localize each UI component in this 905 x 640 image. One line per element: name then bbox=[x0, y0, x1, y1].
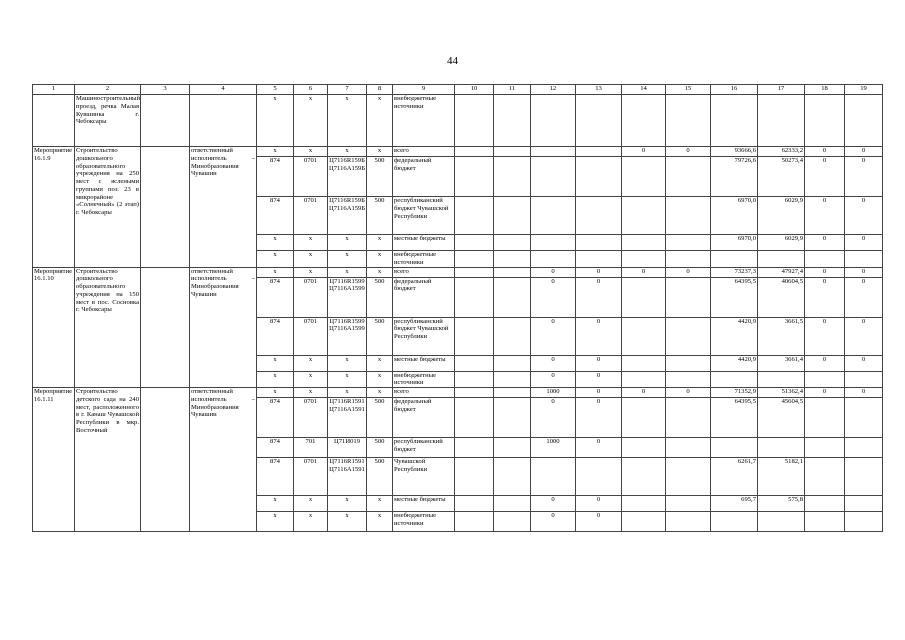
value-cell: 0 bbox=[531, 267, 576, 277]
value-cell: 5182,1 bbox=[758, 458, 805, 496]
value-cell bbox=[845, 371, 883, 388]
value-cell bbox=[666, 235, 711, 251]
value-cell bbox=[666, 398, 711, 438]
value-cell: x bbox=[294, 512, 328, 532]
measure-cell: Мероприятие 16.1.9 bbox=[33, 147, 75, 268]
value-cell: 0 bbox=[576, 355, 622, 371]
value-cell bbox=[622, 197, 666, 235]
value-cell: 0701 bbox=[294, 157, 328, 197]
target-article-cell: Ц7116R1591 Ц7116А1591 bbox=[328, 458, 367, 496]
value-cell bbox=[845, 512, 883, 532]
funding-source-cell: федеральный бюджет bbox=[393, 398, 455, 438]
value-cell: 40604,5 bbox=[758, 277, 805, 317]
target-article-cell: x bbox=[328, 496, 367, 512]
value-cell bbox=[622, 235, 666, 251]
participant-cell bbox=[141, 388, 190, 532]
funding-source-cell: внебюджетные источники bbox=[393, 371, 455, 388]
participant-cell bbox=[141, 147, 190, 268]
funding-source-cell: всего bbox=[393, 147, 455, 157]
value-cell bbox=[622, 496, 666, 512]
value-cell bbox=[622, 251, 666, 268]
value-cell: 3661,5 bbox=[758, 317, 805, 355]
value-cell: 0 bbox=[805, 197, 845, 235]
value-cell bbox=[758, 371, 805, 388]
value-cell: x bbox=[257, 496, 294, 512]
responsible-executor-cell: ответственный исполнитель – Минобразования Чувашии bbox=[190, 267, 257, 388]
value-cell bbox=[758, 438, 805, 458]
value-cell: 701 bbox=[294, 438, 328, 458]
value-cell: 4420,9 bbox=[711, 317, 758, 355]
funding-row bbox=[33, 388, 883, 398]
column-number: 18 bbox=[805, 85, 845, 95]
value-cell: 0 bbox=[845, 277, 883, 317]
value-cell: x bbox=[257, 251, 294, 268]
value-cell bbox=[622, 371, 666, 388]
funding-source-cell: республиканский бюджет Чувашской Республики bbox=[393, 317, 455, 355]
value-cell: 6029,9 bbox=[758, 197, 805, 235]
funding-source-cell: местные бюджеты bbox=[393, 496, 455, 512]
value-cell: 500 bbox=[367, 317, 393, 355]
column-number: 12 bbox=[531, 85, 576, 95]
value-cell: x bbox=[367, 251, 393, 268]
value-cell: 47927,4 bbox=[758, 267, 805, 277]
column-number: 19 bbox=[845, 85, 883, 95]
value-cell: 0 bbox=[845, 267, 883, 277]
object-name-cell: Строительство дошкольного образовательного учреждения на 150 мест в пос. Сосновка г. Чебоксары bbox=[75, 267, 141, 388]
page-number: 44 bbox=[447, 55, 458, 67]
value-cell: 0 bbox=[666, 388, 711, 398]
target-article-cell: x bbox=[328, 355, 367, 371]
value-cell: 0 bbox=[531, 496, 576, 512]
value-cell bbox=[805, 371, 845, 388]
responsible-executor-cell: ответственный исполнитель – Минобразования Чувашии bbox=[190, 147, 257, 268]
value-cell: 0701 bbox=[294, 317, 328, 355]
value-cell bbox=[622, 317, 666, 355]
column-number: 3 bbox=[141, 85, 190, 95]
funding-source-cell: местные бюджеты bbox=[393, 235, 455, 251]
value-cell: 874 bbox=[257, 197, 294, 235]
value-cell: 0 bbox=[576, 388, 622, 398]
continued-row: Машиностроительный проезд, речка Малая Кувшинка г. Чебоксары x x x x внебюджетные источники bbox=[33, 95, 883, 147]
value-cell bbox=[622, 398, 666, 438]
value-cell: 45604,5 bbox=[758, 398, 805, 438]
value-cell bbox=[805, 458, 845, 496]
value-cell: 4420,9 bbox=[711, 355, 758, 371]
column-number: 11 bbox=[494, 85, 531, 95]
value-cell bbox=[576, 157, 622, 197]
value-cell: 575,8 bbox=[758, 496, 805, 512]
value-cell: 0 bbox=[531, 317, 576, 355]
value-cell: x bbox=[367, 147, 393, 157]
value-cell: 0 bbox=[666, 147, 711, 157]
value-cell: 0 bbox=[576, 267, 622, 277]
value-cell bbox=[666, 496, 711, 512]
value-cell: 0 bbox=[576, 277, 622, 317]
column-number-row bbox=[33, 85, 883, 95]
column-number: 13 bbox=[576, 85, 622, 95]
value-cell: 0 bbox=[531, 355, 576, 371]
value-cell: 0701 bbox=[294, 277, 328, 317]
program-funding-table bbox=[32, 84, 883, 532]
object-name-cell: Строительство дошкольного образовательного учреждения на 250 мест с яслеными группами поз. 23 в микрорайоне «Солнечный» (2 этап) г. Чебоксары bbox=[75, 147, 141, 268]
value-cell: 874 bbox=[257, 458, 294, 496]
value-cell: x bbox=[294, 251, 328, 268]
column-number: 6 bbox=[294, 85, 328, 95]
value-cell bbox=[622, 355, 666, 371]
column-number: 4 bbox=[190, 85, 257, 95]
value-cell bbox=[531, 147, 576, 157]
value-cell: 500 bbox=[367, 197, 393, 235]
value-cell bbox=[576, 197, 622, 235]
target-article-cell: Ц71И019 bbox=[328, 438, 367, 458]
value-cell: 0 bbox=[576, 438, 622, 458]
value-cell: 0 bbox=[576, 496, 622, 512]
value-cell bbox=[576, 147, 622, 157]
value-cell: 500 bbox=[367, 458, 393, 496]
value-cell: 50273,4 bbox=[758, 157, 805, 197]
value-cell: 0 bbox=[531, 277, 576, 317]
value-cell: 6970,0 bbox=[711, 235, 758, 251]
target-article-cell: x bbox=[328, 512, 367, 532]
column-number: 1 bbox=[33, 85, 75, 95]
column-number: 17 bbox=[758, 85, 805, 95]
value-cell bbox=[622, 458, 666, 496]
value-cell: 874 bbox=[257, 398, 294, 438]
value-cell: 0 bbox=[805, 277, 845, 317]
value-cell: 874 bbox=[257, 277, 294, 317]
value-cell: 0 bbox=[622, 388, 666, 398]
value-cell bbox=[758, 251, 805, 268]
object-name-cell: Строительство детского сада на 240 мест, расположенного в г. Канаш Чувашской Республики в мкр. Восточный bbox=[75, 388, 141, 532]
value-cell bbox=[805, 496, 845, 512]
value-cell bbox=[666, 197, 711, 235]
value-cell: 0 bbox=[845, 388, 883, 398]
value-cell bbox=[845, 251, 883, 268]
value-cell: 1000 bbox=[531, 438, 576, 458]
funding-source-cell: республиканский бюджет Чувашской Республики bbox=[393, 197, 455, 235]
value-cell: 0 bbox=[845, 157, 883, 197]
value-cell bbox=[666, 371, 711, 388]
value-cell: x bbox=[367, 371, 393, 388]
value-cell: 1000 bbox=[531, 388, 576, 398]
value-cell: 0 bbox=[805, 235, 845, 251]
measure-cell: Мероприятие 16.1.11 bbox=[33, 388, 75, 532]
column-number: 5 bbox=[257, 85, 294, 95]
value-cell: x bbox=[367, 267, 393, 277]
funding-source-cell: всего bbox=[393, 267, 455, 277]
target-article-cell: x bbox=[328, 267, 367, 277]
funding-source-cell: Чувашской Республики bbox=[393, 458, 455, 496]
value-cell bbox=[531, 251, 576, 268]
funding-source-cell: федеральный бюджет bbox=[393, 277, 455, 317]
target-article-cell: Ц7116R159Б Ц7116А159Б bbox=[328, 197, 367, 235]
value-cell: 0 bbox=[845, 197, 883, 235]
value-cell: x bbox=[294, 267, 328, 277]
target-article-cell: x bbox=[328, 388, 367, 398]
value-cell bbox=[531, 197, 576, 235]
value-cell bbox=[531, 458, 576, 496]
responsible-executor-cell: ответственный исполнитель – Минобразования Чувашии bbox=[190, 388, 257, 532]
value-cell: 0701 bbox=[294, 458, 328, 496]
value-cell: x bbox=[367, 388, 393, 398]
value-cell: 93666,6 bbox=[711, 147, 758, 157]
value-cell bbox=[805, 512, 845, 532]
value-cell: 51362,4 bbox=[758, 388, 805, 398]
value-cell bbox=[711, 512, 758, 532]
value-cell: 62333,2 bbox=[758, 147, 805, 157]
value-cell bbox=[622, 157, 666, 197]
value-cell: 0 bbox=[576, 317, 622, 355]
target-article-cell: x bbox=[328, 251, 367, 268]
value-cell: x bbox=[294, 235, 328, 251]
value-cell bbox=[622, 512, 666, 532]
value-cell: 500 bbox=[367, 398, 393, 438]
value-cell bbox=[845, 458, 883, 496]
value-cell bbox=[576, 251, 622, 268]
value-cell: x bbox=[294, 496, 328, 512]
value-cell: 0 bbox=[531, 398, 576, 438]
value-cell: 0 bbox=[845, 147, 883, 157]
value-cell: x bbox=[367, 512, 393, 532]
funding-source-cell: внебюджетные источники bbox=[393, 251, 455, 268]
funding-row bbox=[33, 267, 883, 277]
value-cell bbox=[805, 398, 845, 438]
value-cell: 73237,3 bbox=[711, 267, 758, 277]
value-cell bbox=[622, 277, 666, 317]
value-cell: x bbox=[294, 388, 328, 398]
value-cell bbox=[845, 398, 883, 438]
value-cell: 0 bbox=[805, 267, 845, 277]
value-cell: 0 bbox=[805, 147, 845, 157]
value-cell bbox=[576, 235, 622, 251]
value-cell: 874 bbox=[257, 317, 294, 355]
value-cell: 0 bbox=[805, 317, 845, 355]
value-cell: 0 bbox=[845, 355, 883, 371]
value-cell: 6029,9 bbox=[758, 235, 805, 251]
value-cell: 0 bbox=[622, 147, 666, 157]
value-cell: 0 bbox=[845, 317, 883, 355]
value-cell bbox=[666, 157, 711, 197]
target-article-cell: x bbox=[328, 235, 367, 251]
value-cell: 0 bbox=[531, 371, 576, 388]
value-cell bbox=[666, 512, 711, 532]
target-article-cell: Ц7116R159Б Ц7116А159Б bbox=[328, 157, 367, 197]
funding-source-cell: республиканский бюджет bbox=[393, 438, 455, 458]
measure-cell bbox=[33, 95, 75, 147]
value-cell bbox=[758, 512, 805, 532]
value-cell: 874 bbox=[257, 438, 294, 458]
funding-source-cell: всего bbox=[393, 388, 455, 398]
value-cell bbox=[805, 438, 845, 458]
column-number: 16 bbox=[711, 85, 758, 95]
value-cell: 0 bbox=[805, 157, 845, 197]
value-cell bbox=[805, 251, 845, 268]
value-cell: 0701 bbox=[294, 398, 328, 438]
value-cell: 0 bbox=[805, 355, 845, 371]
column-number: 9 bbox=[393, 85, 455, 95]
measure-cell: Мероприятие 16.1.10 bbox=[33, 267, 75, 388]
column-number: 15 bbox=[666, 85, 711, 95]
target-article-cell: x bbox=[328, 371, 367, 388]
value-cell: 0 bbox=[531, 512, 576, 532]
funding-row bbox=[33, 147, 883, 157]
value-cell: x bbox=[257, 267, 294, 277]
value-cell bbox=[666, 251, 711, 268]
value-cell: 500 bbox=[367, 157, 393, 197]
value-cell: x bbox=[294, 371, 328, 388]
value-cell bbox=[845, 496, 883, 512]
column-number: 7 bbox=[328, 85, 367, 95]
value-cell bbox=[666, 317, 711, 355]
value-cell: x bbox=[257, 147, 294, 157]
column-number: 14 bbox=[622, 85, 666, 95]
value-cell: x bbox=[257, 512, 294, 532]
target-article-cell: Ц7116R1599 Ц7116А1599 bbox=[328, 277, 367, 317]
value-cell: 64395,5 bbox=[711, 398, 758, 438]
column-number: 2 bbox=[75, 85, 141, 95]
value-cell: 874 bbox=[257, 157, 294, 197]
value-cell: 0 bbox=[666, 267, 711, 277]
column-number: 10 bbox=[455, 85, 494, 95]
value-cell: 3661,4 bbox=[758, 355, 805, 371]
value-cell: 6261,7 bbox=[711, 458, 758, 496]
value-cell: 0 bbox=[576, 398, 622, 438]
value-cell bbox=[531, 157, 576, 197]
value-cell bbox=[711, 251, 758, 268]
value-cell: x bbox=[294, 355, 328, 371]
value-cell: x bbox=[257, 388, 294, 398]
value-cell: x bbox=[257, 235, 294, 251]
value-cell bbox=[622, 438, 666, 458]
funding-source-cell: местные бюджеты bbox=[393, 355, 455, 371]
value-cell: 0 bbox=[576, 371, 622, 388]
value-cell: 71352,9 bbox=[711, 388, 758, 398]
value-cell bbox=[576, 458, 622, 496]
value-cell: 64395,5 bbox=[711, 277, 758, 317]
object-name-cell: Машиностроительный проезд, речка Малая Кувшинка г. Чебоксары bbox=[75, 95, 141, 147]
value-cell bbox=[845, 438, 883, 458]
participant-cell bbox=[141, 267, 190, 388]
value-cell: x bbox=[257, 355, 294, 371]
value-cell: x bbox=[367, 235, 393, 251]
value-cell bbox=[666, 438, 711, 458]
target-article-cell: x bbox=[328, 147, 367, 157]
value-cell bbox=[666, 355, 711, 371]
value-cell: x bbox=[294, 147, 328, 157]
funding-source-cell: внебюджетные источники bbox=[393, 512, 455, 532]
value-cell: 6970,0 bbox=[711, 197, 758, 235]
value-cell bbox=[711, 371, 758, 388]
value-cell: x bbox=[367, 355, 393, 371]
value-cell: x bbox=[367, 496, 393, 512]
value-cell: 695,7 bbox=[711, 496, 758, 512]
column-number: 8 bbox=[367, 85, 393, 95]
value-cell: 79726,6 bbox=[711, 157, 758, 197]
value-cell: 500 bbox=[367, 277, 393, 317]
value-cell bbox=[666, 277, 711, 317]
funding-source-cell: внебюджетные источники bbox=[393, 95, 455, 147]
value-cell: 0 bbox=[622, 267, 666, 277]
value-cell: 0 bbox=[845, 235, 883, 251]
value-cell bbox=[531, 235, 576, 251]
target-article-cell: Ц7116R1599 Ц7116А1599 bbox=[328, 317, 367, 355]
value-cell: 0701 bbox=[294, 197, 328, 235]
value-cell bbox=[666, 458, 711, 496]
value-cell: 0 bbox=[805, 388, 845, 398]
funding-source-cell: федеральный бюджет bbox=[393, 157, 455, 197]
value-cell: 0 bbox=[576, 512, 622, 532]
value-cell bbox=[711, 438, 758, 458]
target-article-cell: Ц7116R1591 Ц7116А1591 bbox=[328, 398, 367, 438]
value-cell: x bbox=[257, 371, 294, 388]
value-cell: 500 bbox=[367, 438, 393, 458]
